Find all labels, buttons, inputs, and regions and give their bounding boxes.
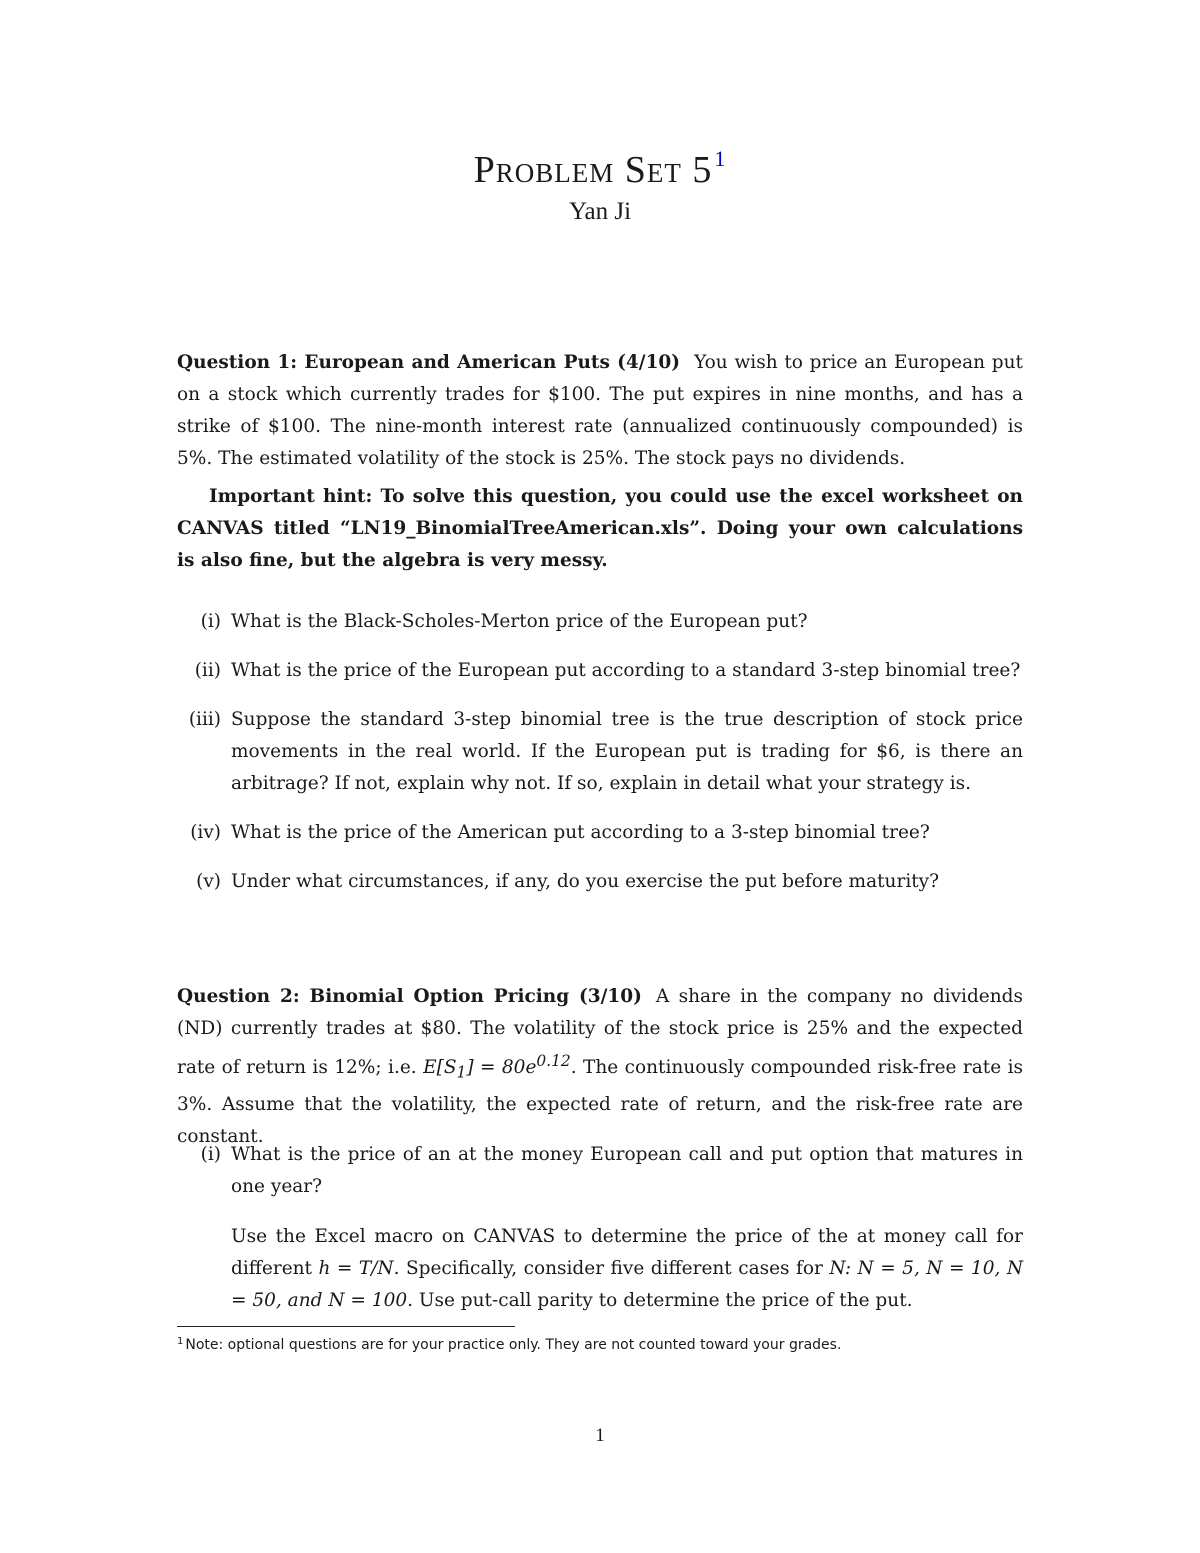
list-item [177, 866, 1023, 898]
question-1-intro [177, 347, 1023, 475]
item-text: Under what circumstances, if any, do you exercise the put before maturity? [231, 871, 940, 892]
item-text: What is the price of an at the money European call and put option that matures in one year? [231, 1144, 1023, 1197]
question-2-heading: Question 2: Binomial Option Pricing (3/10) [177, 986, 642, 1007]
item-text: What is the price of the American put according to a 3-step binomial tree? [231, 822, 930, 843]
expectation-formula [423, 1052, 571, 1082]
list-item [177, 817, 1023, 849]
n-symbol: N [829, 1258, 845, 1279]
page-number: 1 [595, 1425, 605, 1446]
expectation-lhs: E[S [423, 1057, 457, 1079]
question-2-text-b: . The continuously compounded risk-free rate is 3%. Assume that the volatility, the expected rate of return, and the risk-free rate are constant. [177, 1057, 1023, 1147]
question-1-text: You wish to price an European put on a stock which currently trades for $100. The put expires in nine months, and has a strike of $100. The nine-month interest rate (annualized continuously compounded) is 5%. The estimated volatility of the stock is 25%. The stock pays no dividends. [177, 352, 1023, 469]
question-1-heading: Question 1: European and American Puts (4/10) [177, 352, 681, 373]
list-item [177, 704, 1023, 800]
item-marker: (v) [196, 871, 221, 892]
item-marker: (i) [200, 1144, 221, 1165]
item-marker: (ii) [194, 660, 221, 681]
h-formula: h = T/N [318, 1258, 394, 1279]
footnote [177, 1332, 1023, 1355]
hint-text: To solve this question, you could use the excel worksheet on CANVAS titled “LN19_BinomialTreeAmerican.xls”. Doing your own calculations is also fine, but the algebra is very messy. [177, 486, 1023, 571]
expectation-rhs: ] = 80e [466, 1057, 537, 1079]
footnote-divider [177, 1326, 515, 1327]
footnote-ref[interactable]: 1 [714, 146, 727, 171]
item-marker: (i) [200, 611, 221, 632]
item-marker: (iii) [188, 709, 221, 730]
question-2 [177, 981, 1023, 1153]
question-2-intro [177, 981, 1023, 1153]
important-hint [177, 481, 1023, 577]
footnote-text: Note: optional questions are for your practice only. They are not counted toward your grades. [185, 1337, 842, 1353]
expectation-exponent: 0.12 [536, 1052, 571, 1070]
question-2-items [177, 1139, 1023, 1334]
question-1-items [177, 606, 1023, 915]
question-1 [177, 347, 1023, 577]
list-item [177, 606, 1023, 638]
list-item [177, 655, 1023, 687]
item-text: What is the Black-Scholes-Merton price of the European put? [231, 611, 808, 632]
continuation-text-a: Use the Excel macro on CANVAS to determine the price of the at money call for different [231, 1226, 1023, 1279]
question-2-text-a: A share in the company no dividends (ND) currently trades at $80. The volatility of the stock price is 25% and the expected rate of return is 12%; i.e. [177, 986, 1023, 1079]
hint-label: Important hint: [209, 486, 373, 507]
continuation-text-c: . Use put-call parity to determine the price of the put. [407, 1290, 913, 1311]
list-item [177, 1139, 1023, 1317]
item-marker: (iv) [190, 822, 221, 843]
item-text: Suppose the standard 3-step binomial tree is the true description of stock price movements in the real world. If the European put is trading for $6, is there an arbitrage? If not, explain why not. If so, explain in detail what your strategy is. [231, 709, 1023, 794]
author-name: Yan Ji [568, 198, 632, 225]
item-continuation [231, 1221, 1023, 1317]
footnote-marker: 1 [177, 1336, 184, 1347]
n-cases: : N = 5, N = 10, N = 50, and N = 100 [231, 1258, 1024, 1311]
continuation-text-b: . Specifically, consider five different cases for [393, 1258, 823, 1279]
title-text: Problem Set 5 [473, 149, 713, 191]
page-title [0, 146, 1200, 192]
expectation-subscript: 1 [456, 1063, 467, 1082]
item-text: What is the price of the European put according to a standard 3-step binomial tree? [231, 660, 1021, 681]
